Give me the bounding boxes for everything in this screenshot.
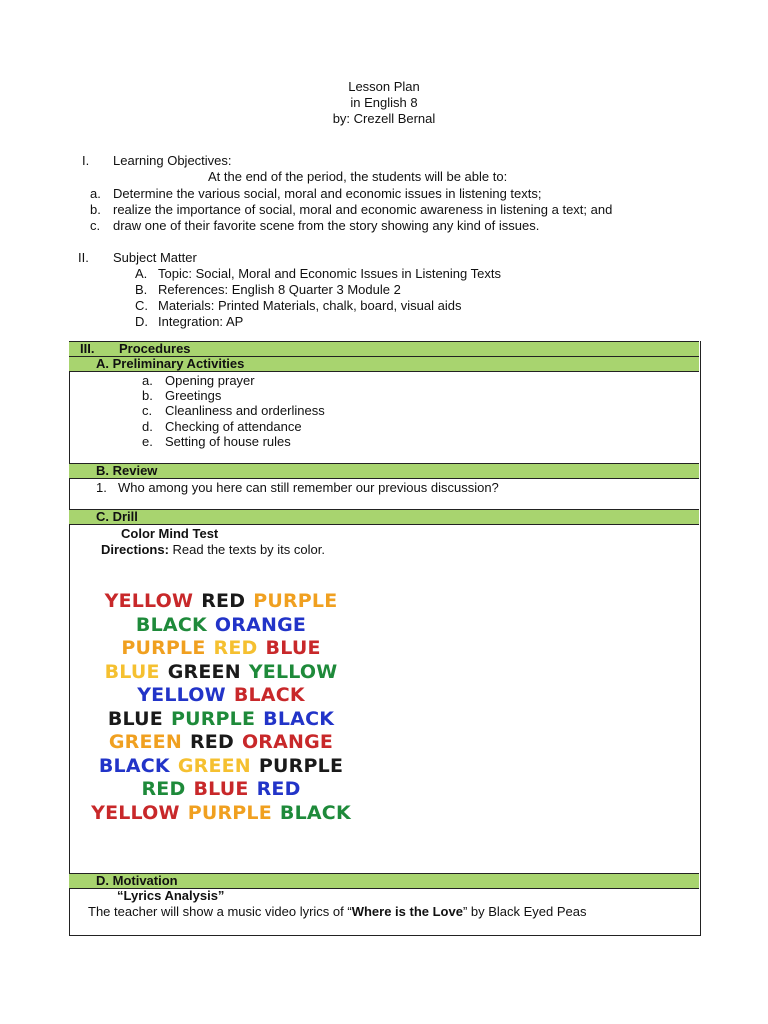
review-bar — [69, 463, 699, 479]
color-word: RED — [213, 637, 258, 659]
drill-directions — [101, 542, 325, 558]
subject-item-text: Topic: Social, Moral and Economic Issues in Listening Texts — [158, 266, 501, 281]
drill-bar — [69, 509, 699, 525]
color-word-row — [86, 755, 356, 778]
preliminary-item-mark: a. — [142, 373, 153, 388]
document-subtitle: in English 8 — [350, 95, 418, 110]
preliminary-bar — [69, 357, 699, 372]
subject-item-text: References: English 8 Quarter 3 Module 2 — [158, 282, 401, 297]
color-word-row — [86, 731, 356, 754]
document-author: by: Crezell Bernal — [332, 111, 436, 126]
motivation-subtitle: “Lyrics Analysis” — [117, 888, 225, 903]
color-word: RED — [141, 778, 186, 800]
subject-item-mark: D. — [135, 314, 148, 329]
color-word: BLACK — [98, 754, 170, 777]
preliminary-item-mark: e. — [142, 433, 153, 449]
color-word-row — [86, 661, 356, 684]
section-title: Procedures — [119, 341, 191, 356]
procedures-header-bar — [69, 341, 699, 357]
preliminary-item-mark: c. — [142, 403, 153, 419]
section-number: II. — [78, 250, 89, 265]
preliminary-label: A. Preliminary Activities — [96, 356, 245, 371]
color-word: YELLOW — [248, 660, 338, 683]
objective-item-mark: b. — [90, 202, 101, 217]
motivation-bar — [69, 873, 699, 889]
preliminary-item-text: Checking of attendance — [165, 418, 302, 434]
directions-label: Directions: — [101, 542, 169, 557]
motivation-label: D. Motivation — [96, 873, 178, 888]
color-word: PURPLE — [121, 637, 206, 659]
review-item-text: Who among you here can still remember our previous discussion? — [118, 480, 499, 495]
color-word-row — [86, 590, 356, 613]
color-word: GREEN — [108, 731, 182, 753]
color-word-row — [86, 637, 356, 660]
color-word: YELLOW — [91, 801, 180, 824]
color-word: BLUE — [104, 660, 160, 683]
motivation-text-before: The teacher will show a music video lyrics of “ — [88, 904, 352, 919]
preliminary-item-text: Setting of house rules — [165, 433, 291, 449]
objective-item-mark: a. — [90, 186, 101, 201]
review-item-mark: 1. — [96, 480, 107, 495]
objective-item-text: realize the importance of social, moral and economic awareness in listening a text; and — [113, 202, 613, 217]
drill-test-title: Color Mind Test — [121, 526, 219, 541]
color-word: PURPLE — [258, 754, 344, 777]
subject-item-mark: A. — [135, 266, 148, 281]
color-word: YELLOW — [104, 590, 194, 612]
subject-item-text: Materials: Printed Materials, chalk, board, visual aids — [158, 298, 462, 313]
objectives-intro: At the end of the period, the students will be able to: — [208, 169, 508, 184]
color-word: PURPLE — [170, 707, 256, 730]
color-word: RED — [201, 590, 246, 612]
motivation-text-after: ” by Black Eyed Peas — [462, 904, 587, 919]
section-title: Learning Objectives: — [113, 153, 232, 168]
color-word: YELLOW — [137, 684, 226, 706]
color-word: BLUE — [193, 778, 249, 800]
color-word: BLACK — [233, 684, 305, 706]
color-word: BLACK — [279, 801, 351, 824]
color-word-row — [86, 708, 356, 731]
objective-item-mark: c. — [90, 218, 101, 233]
color-word: PURPLE — [253, 590, 338, 612]
objective-item-text: Determine the various social, moral and economic issues in listening texts; — [113, 186, 542, 201]
preliminary-item-text: Opening prayer — [165, 373, 255, 388]
color-word: GREEN — [177, 754, 251, 777]
color-word-row — [86, 778, 356, 801]
song-title: Where is the Love — [351, 904, 463, 919]
color-word: BLACK — [263, 707, 335, 730]
document-title: Lesson Plan — [348, 79, 420, 94]
subject-item-mark: B. — [135, 282, 148, 297]
color-word: ORANGE — [241, 731, 334, 753]
color-word: RED — [189, 731, 234, 753]
preliminary-item-mark: b. — [142, 388, 153, 404]
motivation-text — [88, 904, 587, 920]
review-label: B. Review — [96, 463, 158, 478]
color-word: BLUE — [265, 637, 321, 659]
color-word-row — [86, 614, 356, 637]
section-title: Subject Matter — [113, 250, 197, 265]
section-number: I. — [82, 153, 90, 168]
color-word: GREEN — [167, 660, 241, 683]
directions-text: Read the texts by its color. — [168, 542, 325, 557]
color-word: RED — [256, 778, 301, 800]
color-word: BLUE — [107, 707, 163, 730]
color-word: BLACK — [135, 613, 207, 636]
section-number: III. — [80, 341, 95, 356]
subject-item-mark: C. — [135, 298, 148, 313]
preliminary-item-text: Cleanliness and orderliness — [165, 403, 325, 419]
color-word-row — [86, 802, 356, 825]
color-word: PURPLE — [187, 801, 272, 824]
drill-label: C. Drill — [96, 509, 138, 524]
subject-item-text: Integration: AP — [158, 314, 244, 329]
preliminary-item-mark: d. — [142, 418, 153, 434]
preliminary-item-text: Greetings — [165, 388, 222, 404]
color-word: ORANGE — [214, 613, 307, 636]
objective-item-text: draw one of their favorite scene from the story showing any kind of issues. — [113, 218, 540, 233]
color-word-row — [86, 684, 356, 707]
